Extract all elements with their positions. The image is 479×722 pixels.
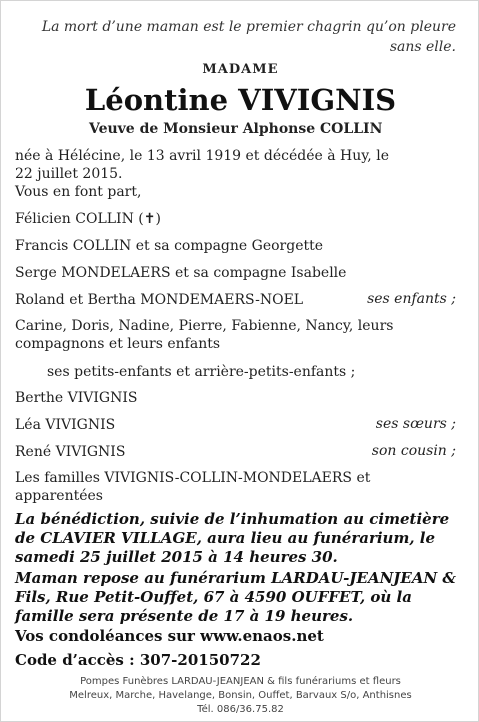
access-code-text: Code d’accès : 307-20150722 [15, 651, 261, 669]
funeral-home-line: Pompes Funèbres LARDAU-JEANJEAN & fils funérariums et fleurs [80, 676, 401, 687]
funeral-home-phone: Tél. 086/36.75.82 [197, 704, 284, 715]
deceased-name: Léontine VIVIGNIS [84, 83, 397, 117]
birth-death-text: née à Hélécine, le 13 avril 1919 et décédée à Huy, le 22 juillet 2015. [15, 148, 389, 182]
honorific-title: MADAME [202, 62, 279, 77]
family-member: Francis COLLIN et sa compagne Georgette [15, 238, 324, 254]
condolences-text: Vos condoléances sur www.enaos.net [15, 627, 324, 645]
family-relation: ses sœurs ; [375, 416, 456, 432]
ceremony-text: La bénédiction, suivie de l’inhumation au cimetière de CLAVIER VILLAGE, aura lieu au funérarium, le samedi 25 juillet 2015 à 14 heures 30. [15, 510, 450, 566]
family-member: Carine, Doris, Nadine, Pierre, Fabienne, Nancy, leurs compagnons et leurs enfants [15, 318, 394, 352]
family-relation: son cousin ; [371, 443, 456, 459]
funeral-home-locations: Melreux, Marche, Havelange, Bonsin, Ouffet, Barvaux S/o, Anthisnes [69, 690, 412, 701]
family-relation: ses enfants ; [367, 291, 456, 307]
widow-of-line: Veuve de Monsieur Alphonse COLLIN [89, 121, 383, 137]
epigraph-quote: La mort d’une maman est le premier chagrin qu’on pleure sans elle. [41, 19, 456, 55]
family-member: ses petits-enfants et arrière-petits-enfants ; [47, 364, 356, 380]
announce-text: Vous en font part, [15, 184, 142, 200]
family-member: Berthe VIVIGNIS [15, 390, 138, 406]
family-member: Serge MONDELAERS et sa compagne Isabelle [15, 265, 347, 281]
family-member: René VIVIGNIS [15, 444, 126, 460]
family-member: Roland et Bertha MONDEMAERS-NOEL [15, 292, 304, 308]
family-member: Félicien COLLIN (✝) [15, 211, 161, 227]
family-member: Léa VIVIGNIS [15, 417, 116, 433]
family-member: Les familles VIVIGNIS-COLLIN-MONDELAERS et apparentées [15, 470, 371, 504]
funerarium-text: Maman repose au funérarium LARDAU-JEANJEAN & Fils, Rue Petit-Ouffet, 67 à 4590 OUFFET, où la famille sera présente de 17 à 19 heures. [15, 569, 456, 625]
